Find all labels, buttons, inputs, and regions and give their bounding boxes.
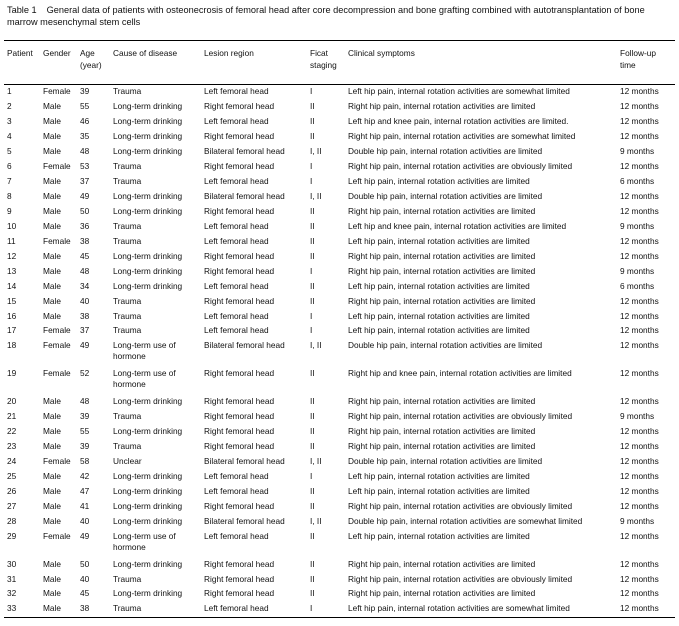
lesion-cell: Left femoral head — [204, 603, 269, 613]
gender-cell: Male — [43, 501, 61, 511]
ficat-cell: II — [310, 281, 315, 291]
symptoms-cell: Double hip pain, internal rotation activities are limited — [348, 191, 543, 201]
cause-cell: Long-term drinking — [113, 116, 183, 126]
patient-cell: 16 — [7, 311, 17, 321]
lesion-cell: Right femoral head — [204, 588, 275, 598]
patient-cell: 17 — [7, 325, 17, 335]
age-cell: 45 — [80, 251, 90, 261]
gender-cell: Male — [43, 516, 61, 526]
lesion-cell: Bilateral femoral head — [204, 191, 285, 201]
lesion-cell: Right femoral head — [204, 396, 275, 406]
followup-cell: 12 months — [620, 559, 659, 569]
patient-cell: 18 — [7, 340, 17, 350]
cause-cell: Long-term drinking — [113, 266, 183, 276]
followup-cell: 9 months — [620, 146, 655, 156]
lesion-cell: Right femoral head — [204, 296, 275, 306]
age-cell: 49 — [80, 191, 90, 201]
ficat-cell: II — [310, 116, 315, 126]
cause-cell: Long-term drinking — [113, 559, 183, 569]
followup-cell: 12 months — [620, 236, 659, 246]
patient-cell: 23 — [7, 441, 17, 451]
lesion-cell: Right femoral head — [204, 101, 275, 111]
lesion-cell: Left femoral head — [204, 531, 269, 541]
age-cell: 36 — [80, 221, 90, 231]
gender-cell: Male — [43, 411, 61, 421]
gender-cell: Male — [43, 441, 61, 451]
symptoms-cell: Double hip pain, internal rotation activities are limited — [348, 340, 543, 350]
ficat-cell: I — [310, 86, 313, 96]
lesion-cell: Left femoral head — [204, 486, 269, 496]
cause-cell: Long-term drinking — [113, 501, 183, 511]
cause-cell: Long-term drinking — [113, 588, 183, 598]
age-cell: 41 — [80, 501, 90, 511]
gender-cell: Male — [43, 396, 61, 406]
patient-cell: 24 — [7, 456, 17, 466]
patient-cell: 19 — [7, 368, 17, 378]
ficat-cell: I, II — [310, 456, 322, 466]
cause-cell: Long-term drinking — [113, 191, 183, 201]
ficat-cell: II — [310, 501, 315, 511]
followup-cell: 6 months — [620, 281, 655, 291]
symptoms-cell: Right hip pain, internal rotation activities are somewhat limited — [348, 131, 576, 141]
patient-cell: 3 — [7, 116, 12, 126]
age-cell: 55 — [80, 101, 90, 111]
followup-cell: 12 months — [620, 426, 659, 436]
ficat-cell: I — [310, 176, 313, 186]
followup-cell: 12 months — [620, 251, 659, 261]
lesion-cell: Right femoral head — [204, 206, 275, 216]
patient-cell: 26 — [7, 486, 17, 496]
age-cell: 39 — [80, 441, 90, 451]
ficat-cell: II — [310, 559, 315, 569]
ficat-cell: II — [310, 411, 315, 421]
age-cell: 48 — [80, 146, 90, 156]
symptoms-cell: Right hip pain, internal rotation activities are obviously limited — [348, 411, 573, 421]
cause-cell: Trauma — [113, 176, 142, 186]
symptoms-cell: Right hip pain, internal rotation activities are limited — [348, 588, 536, 598]
followup-cell: 6 months — [620, 176, 655, 186]
lesion-cell: Left femoral head — [204, 311, 269, 321]
lesion-cell: Left femoral head — [204, 325, 269, 335]
followup-cell: 12 months — [620, 501, 659, 511]
cause-cell: Trauma — [113, 311, 142, 321]
gender-cell: Female — [43, 340, 71, 350]
symptoms-cell: Left hip pain, internal rotation activities are limited — [348, 471, 530, 481]
patient-cell: 5 — [7, 146, 12, 156]
patient-cell: 28 — [7, 516, 17, 526]
header-symptoms: Clinical symptoms — [348, 48, 415, 58]
ficat-cell: I, II — [310, 146, 322, 156]
cause-cell: Long-term drinking — [113, 206, 183, 216]
followup-cell: 12 months — [620, 311, 659, 321]
symptoms-cell: Right hip and knee pain, internal rotation activities are limited — [348, 368, 572, 378]
cause-cell: Trauma — [113, 441, 142, 451]
patient-cell: 31 — [7, 574, 17, 584]
gender-cell: Male — [43, 191, 61, 201]
cause-cell: Long-term drinking — [113, 251, 183, 261]
followup-cell: 12 months — [620, 441, 659, 451]
gender-cell: Male — [43, 131, 61, 141]
cause-cell: Long-term drinking — [113, 396, 183, 406]
followup-cell: 9 months — [620, 266, 655, 276]
lesion-cell: Left femoral head — [204, 221, 269, 231]
symptoms-cell: Right hip pain, internal rotation activities are limited — [348, 266, 536, 276]
gender-cell: Male — [43, 311, 61, 321]
age-cell: 48 — [80, 266, 90, 276]
followup-cell: 12 months — [620, 456, 659, 466]
header-gender: Gender — [43, 48, 71, 58]
ficat-cell: II — [310, 426, 315, 436]
gender-cell: Male — [43, 221, 61, 231]
ficat-cell: II — [310, 531, 315, 541]
lesion-cell: Left femoral head — [204, 176, 269, 186]
followup-cell: 9 months — [620, 516, 655, 526]
symptoms-cell: Right hip pain, internal rotation activities are limited — [348, 426, 536, 436]
lesion-cell: Left femoral head — [204, 86, 269, 96]
gender-cell: Male — [43, 176, 61, 186]
symptoms-cell: Right hip pain, internal rotation activities are limited — [348, 441, 536, 451]
age-cell: 34 — [80, 281, 90, 291]
cause-cell: Long-term drinking — [113, 426, 183, 436]
followup-cell: 12 months — [620, 296, 659, 306]
followup-cell: 12 months — [620, 116, 659, 126]
cause-cell: Trauma — [113, 236, 142, 246]
cause-cell: Long-term drinking — [113, 131, 183, 141]
symptoms-cell: Right hip pain, internal rotation activities are limited — [348, 101, 536, 111]
table-label: Table 1 — [7, 5, 37, 15]
age-cell: 38 — [80, 236, 90, 246]
symptoms-cell: Left hip pain, internal rotation activities are limited — [348, 531, 530, 541]
lesion-cell: Right femoral head — [204, 559, 275, 569]
symptoms-cell: Right hip pain, internal rotation activities are limited — [348, 559, 536, 569]
ficat-cell: I, II — [310, 191, 322, 201]
ficat-cell: II — [310, 441, 315, 451]
lesion-cell: Right femoral head — [204, 441, 275, 451]
ficat-cell: I, II — [310, 340, 322, 350]
symptoms-cell: Left hip pain, internal rotation activities are somewhat limited — [348, 86, 570, 96]
header-patient: Patient — [7, 48, 33, 58]
ficat-cell: II — [310, 574, 315, 584]
lesion-cell: Right femoral head — [204, 161, 275, 171]
table-title: General data of patients with osteonecrosis of femoral head after core decompression and bone grafting combined with autotransplantation of bone marrow mesenchymal stem cells — [7, 5, 645, 27]
gender-cell: Male — [43, 281, 61, 291]
followup-cell: 12 months — [620, 574, 659, 584]
symptoms-cell: Left hip pain, internal rotation activities are limited — [348, 486, 530, 496]
followup-cell: 12 months — [620, 486, 659, 496]
ficat-cell: II — [310, 396, 315, 406]
ficat-cell: II — [310, 368, 315, 378]
age-cell: 50 — [80, 206, 90, 216]
symptoms-cell: Right hip pain, internal rotation activities are limited — [348, 251, 536, 261]
gender-cell: Male — [43, 101, 61, 111]
cause-cell: Long-term drinking — [113, 281, 183, 291]
patient-cell: 32 — [7, 588, 17, 598]
symptoms-cell: Right hip pain, internal rotation activities are obviously limited — [348, 574, 573, 584]
header-lesion: Lesion region — [204, 48, 254, 58]
gender-cell: Male — [43, 296, 61, 306]
symptoms-cell: Right hip pain, internal rotation activities are limited — [348, 296, 536, 306]
cause-cell: Long-term drinking — [113, 146, 183, 156]
age-cell: 53 — [80, 161, 90, 171]
age-cell: 40 — [80, 574, 90, 584]
gender-cell: Male — [43, 206, 61, 216]
symptoms-cell: Left hip and knee pain, internal rotation activities are limited. — [348, 116, 569, 126]
patient-cell: 29 — [7, 531, 17, 541]
age-cell: 38 — [80, 311, 90, 321]
age-cell: 37 — [80, 325, 90, 335]
followup-cell: 12 months — [620, 588, 659, 598]
age-cell: 35 — [80, 131, 90, 141]
gender-cell: Male — [43, 574, 61, 584]
gender-cell: Female — [43, 368, 71, 378]
lesion-cell: Bilateral femoral head — [204, 340, 285, 350]
followup-cell: 12 months — [620, 368, 659, 378]
age-cell: 38 — [80, 603, 90, 613]
cause-cell: Unclear — [113, 456, 142, 466]
cause-cell: Long-term drinking — [113, 471, 183, 481]
cause-cell: Long-term use of hormone — [113, 531, 176, 552]
age-cell: 45 — [80, 588, 90, 598]
followup-cell: 12 months — [620, 325, 659, 335]
header-cause: Cause of disease — [113, 48, 178, 58]
ficat-cell: II — [310, 236, 315, 246]
ficat-cell: I, II — [310, 516, 322, 526]
patient-cell: 10 — [7, 221, 17, 231]
symptoms-cell: Left hip and knee pain, internal rotation activities are limited — [348, 221, 567, 231]
patient-cell: 6 — [7, 161, 12, 171]
patient-cell: 25 — [7, 471, 17, 481]
gender-cell: Female — [43, 531, 71, 541]
cause-cell: Trauma — [113, 86, 142, 96]
cause-cell: Long-term use of hormone — [113, 340, 176, 361]
gender-cell: Female — [43, 86, 71, 96]
gender-cell: Male — [43, 486, 61, 496]
cause-cell: Trauma — [113, 574, 142, 584]
age-cell: 40 — [80, 516, 90, 526]
age-cell: 42 — [80, 471, 90, 481]
cause-cell: Trauma — [113, 221, 142, 231]
lesion-cell: Bilateral femoral head — [204, 456, 285, 466]
ficat-cell: I — [310, 161, 313, 171]
lesion-cell: Right femoral head — [204, 501, 275, 511]
age-cell: 49 — [80, 531, 90, 541]
followup-cell: 12 months — [620, 191, 659, 201]
age-cell: 50 — [80, 559, 90, 569]
gender-cell: Male — [43, 588, 61, 598]
gender-cell: Female — [43, 161, 71, 171]
ficat-cell: II — [310, 251, 315, 261]
patient-cell: 27 — [7, 501, 17, 511]
age-cell: 39 — [80, 86, 90, 96]
age-cell: 49 — [80, 340, 90, 350]
ficat-cell: II — [310, 131, 315, 141]
lesion-cell: Left femoral head — [204, 236, 269, 246]
age-cell: 55 — [80, 426, 90, 436]
followup-cell: 9 months — [620, 411, 655, 421]
lesion-cell: Left femoral head — [204, 471, 269, 481]
gender-cell: Female — [43, 456, 71, 466]
patient-cell: 8 — [7, 191, 12, 201]
patient-cell: 14 — [7, 281, 17, 291]
lesion-cell: Right femoral head — [204, 574, 275, 584]
header-age: Age (year) — [80, 48, 102, 70]
lesion-cell: Bilateral femoral head — [204, 146, 285, 156]
cause-cell: Trauma — [113, 325, 142, 335]
gender-cell: Female — [43, 325, 71, 335]
gender-cell: Male — [43, 146, 61, 156]
patient-cell: 20 — [7, 396, 17, 406]
age-cell: 48 — [80, 396, 90, 406]
ficat-cell: I — [310, 603, 313, 613]
lesion-cell: Left femoral head — [204, 281, 269, 291]
ficat-cell: II — [310, 221, 315, 231]
followup-cell: 12 months — [620, 340, 659, 350]
lesion-cell: Right femoral head — [204, 368, 275, 378]
followup-cell: 12 months — [620, 101, 659, 111]
symptoms-cell: Left hip pain, internal rotation activities are limited — [348, 325, 530, 335]
gender-cell: Male — [43, 251, 61, 261]
cause-cell: Trauma — [113, 411, 142, 421]
patient-cell: 33 — [7, 603, 17, 613]
gender-cell: Male — [43, 603, 61, 613]
cause-cell: Trauma — [113, 161, 142, 171]
patient-cell: 13 — [7, 266, 17, 276]
patient-cell: 21 — [7, 411, 17, 421]
symptoms-cell: Right hip pain, internal rotation activities are limited — [348, 396, 536, 406]
ficat-cell: II — [310, 296, 315, 306]
patient-cell: 30 — [7, 559, 17, 569]
lesion-cell: Right femoral head — [204, 411, 275, 421]
patient-cell: 12 — [7, 251, 17, 261]
symptoms-cell: Right hip pain, internal rotation activities are obviously limited — [348, 161, 573, 171]
gender-cell: Male — [43, 471, 61, 481]
age-cell: 46 — [80, 116, 90, 126]
symptoms-cell: Left hip pain, internal rotation activities are limited — [348, 176, 530, 186]
lesion-cell: Left femoral head — [204, 116, 269, 126]
ficat-cell: II — [310, 588, 315, 598]
symptoms-cell: Right hip pain, internal rotation activities are obviously limited — [348, 501, 573, 511]
cause-cell: Long-term drinking — [113, 516, 183, 526]
gender-cell: Male — [43, 116, 61, 126]
symptoms-cell: Double hip pain, internal rotation activities are limited — [348, 456, 543, 466]
followup-cell: 12 months — [620, 531, 659, 541]
table-bottom-rule — [4, 617, 675, 618]
patient-cell: 22 — [7, 426, 17, 436]
age-cell: 58 — [80, 456, 90, 466]
cause-cell: Trauma — [113, 296, 142, 306]
followup-cell: 12 months — [620, 131, 659, 141]
cause-cell: Long-term drinking — [113, 101, 183, 111]
patient-cell: 1 — [7, 86, 12, 96]
cause-cell: Long-term drinking — [113, 486, 183, 496]
lesion-cell: Right femoral head — [204, 426, 275, 436]
followup-cell: 12 months — [620, 161, 659, 171]
followup-cell: 12 months — [620, 206, 659, 216]
ficat-cell: I — [310, 471, 313, 481]
cause-cell: Long-term use of hormone — [113, 368, 176, 389]
cause-cell: Trauma — [113, 603, 142, 613]
followup-cell: 12 months — [620, 86, 659, 96]
symptoms-cell: Double hip pain, internal rotation activities are limited — [348, 146, 543, 156]
ficat-cell: II — [310, 206, 315, 216]
lesion-cell: Bilateral femoral head — [204, 516, 285, 526]
symptoms-cell: Left hip pain, internal rotation activities are somewhat limited — [348, 603, 570, 613]
gender-cell: Female — [43, 236, 71, 246]
patient-cell: 9 — [7, 206, 12, 216]
age-cell: 40 — [80, 296, 90, 306]
lesion-cell: Right femoral head — [204, 251, 275, 261]
patient-cell: 4 — [7, 131, 12, 141]
header-ficat: Ficat staging — [310, 48, 337, 70]
gender-cell: Male — [43, 559, 61, 569]
ficat-cell: II — [310, 101, 315, 111]
followup-cell: 9 months — [620, 221, 655, 231]
symptoms-cell: Left hip pain, internal rotation activities are limited — [348, 236, 530, 246]
age-cell: 39 — [80, 411, 90, 421]
symptoms-cell: Double hip pain, internal rotation activities are somewhat limited — [348, 516, 583, 526]
lesion-cell: Right femoral head — [204, 131, 275, 141]
symptoms-cell: Left hip pain, internal rotation activities are limited — [348, 311, 530, 321]
patient-cell: 2 — [7, 101, 12, 111]
followup-cell: 12 months — [620, 396, 659, 406]
age-cell: 37 — [80, 176, 90, 186]
followup-cell: 12 months — [620, 471, 659, 481]
followup-cell: 12 months — [620, 603, 659, 613]
ficat-cell: II — [310, 486, 315, 496]
gender-cell: Male — [43, 266, 61, 276]
patient-cell: 11 — [7, 236, 16, 246]
lesion-cell: Right femoral head — [204, 266, 275, 276]
age-cell: 52 — [80, 368, 90, 378]
ficat-cell: I — [310, 266, 313, 276]
symptoms-cell: Right hip pain, internal rotation activities are limited — [348, 206, 536, 216]
ficat-cell: I — [310, 325, 313, 335]
patient-cell: 15 — [7, 296, 17, 306]
age-cell: 47 — [80, 486, 90, 496]
header-followup: Follow-up time — [620, 48, 656, 70]
ficat-cell: I — [310, 311, 313, 321]
symptoms-cell: Left hip pain, internal rotation activities are limited — [348, 281, 530, 291]
gender-cell: Male — [43, 426, 61, 436]
patient-cell: 7 — [7, 176, 12, 186]
